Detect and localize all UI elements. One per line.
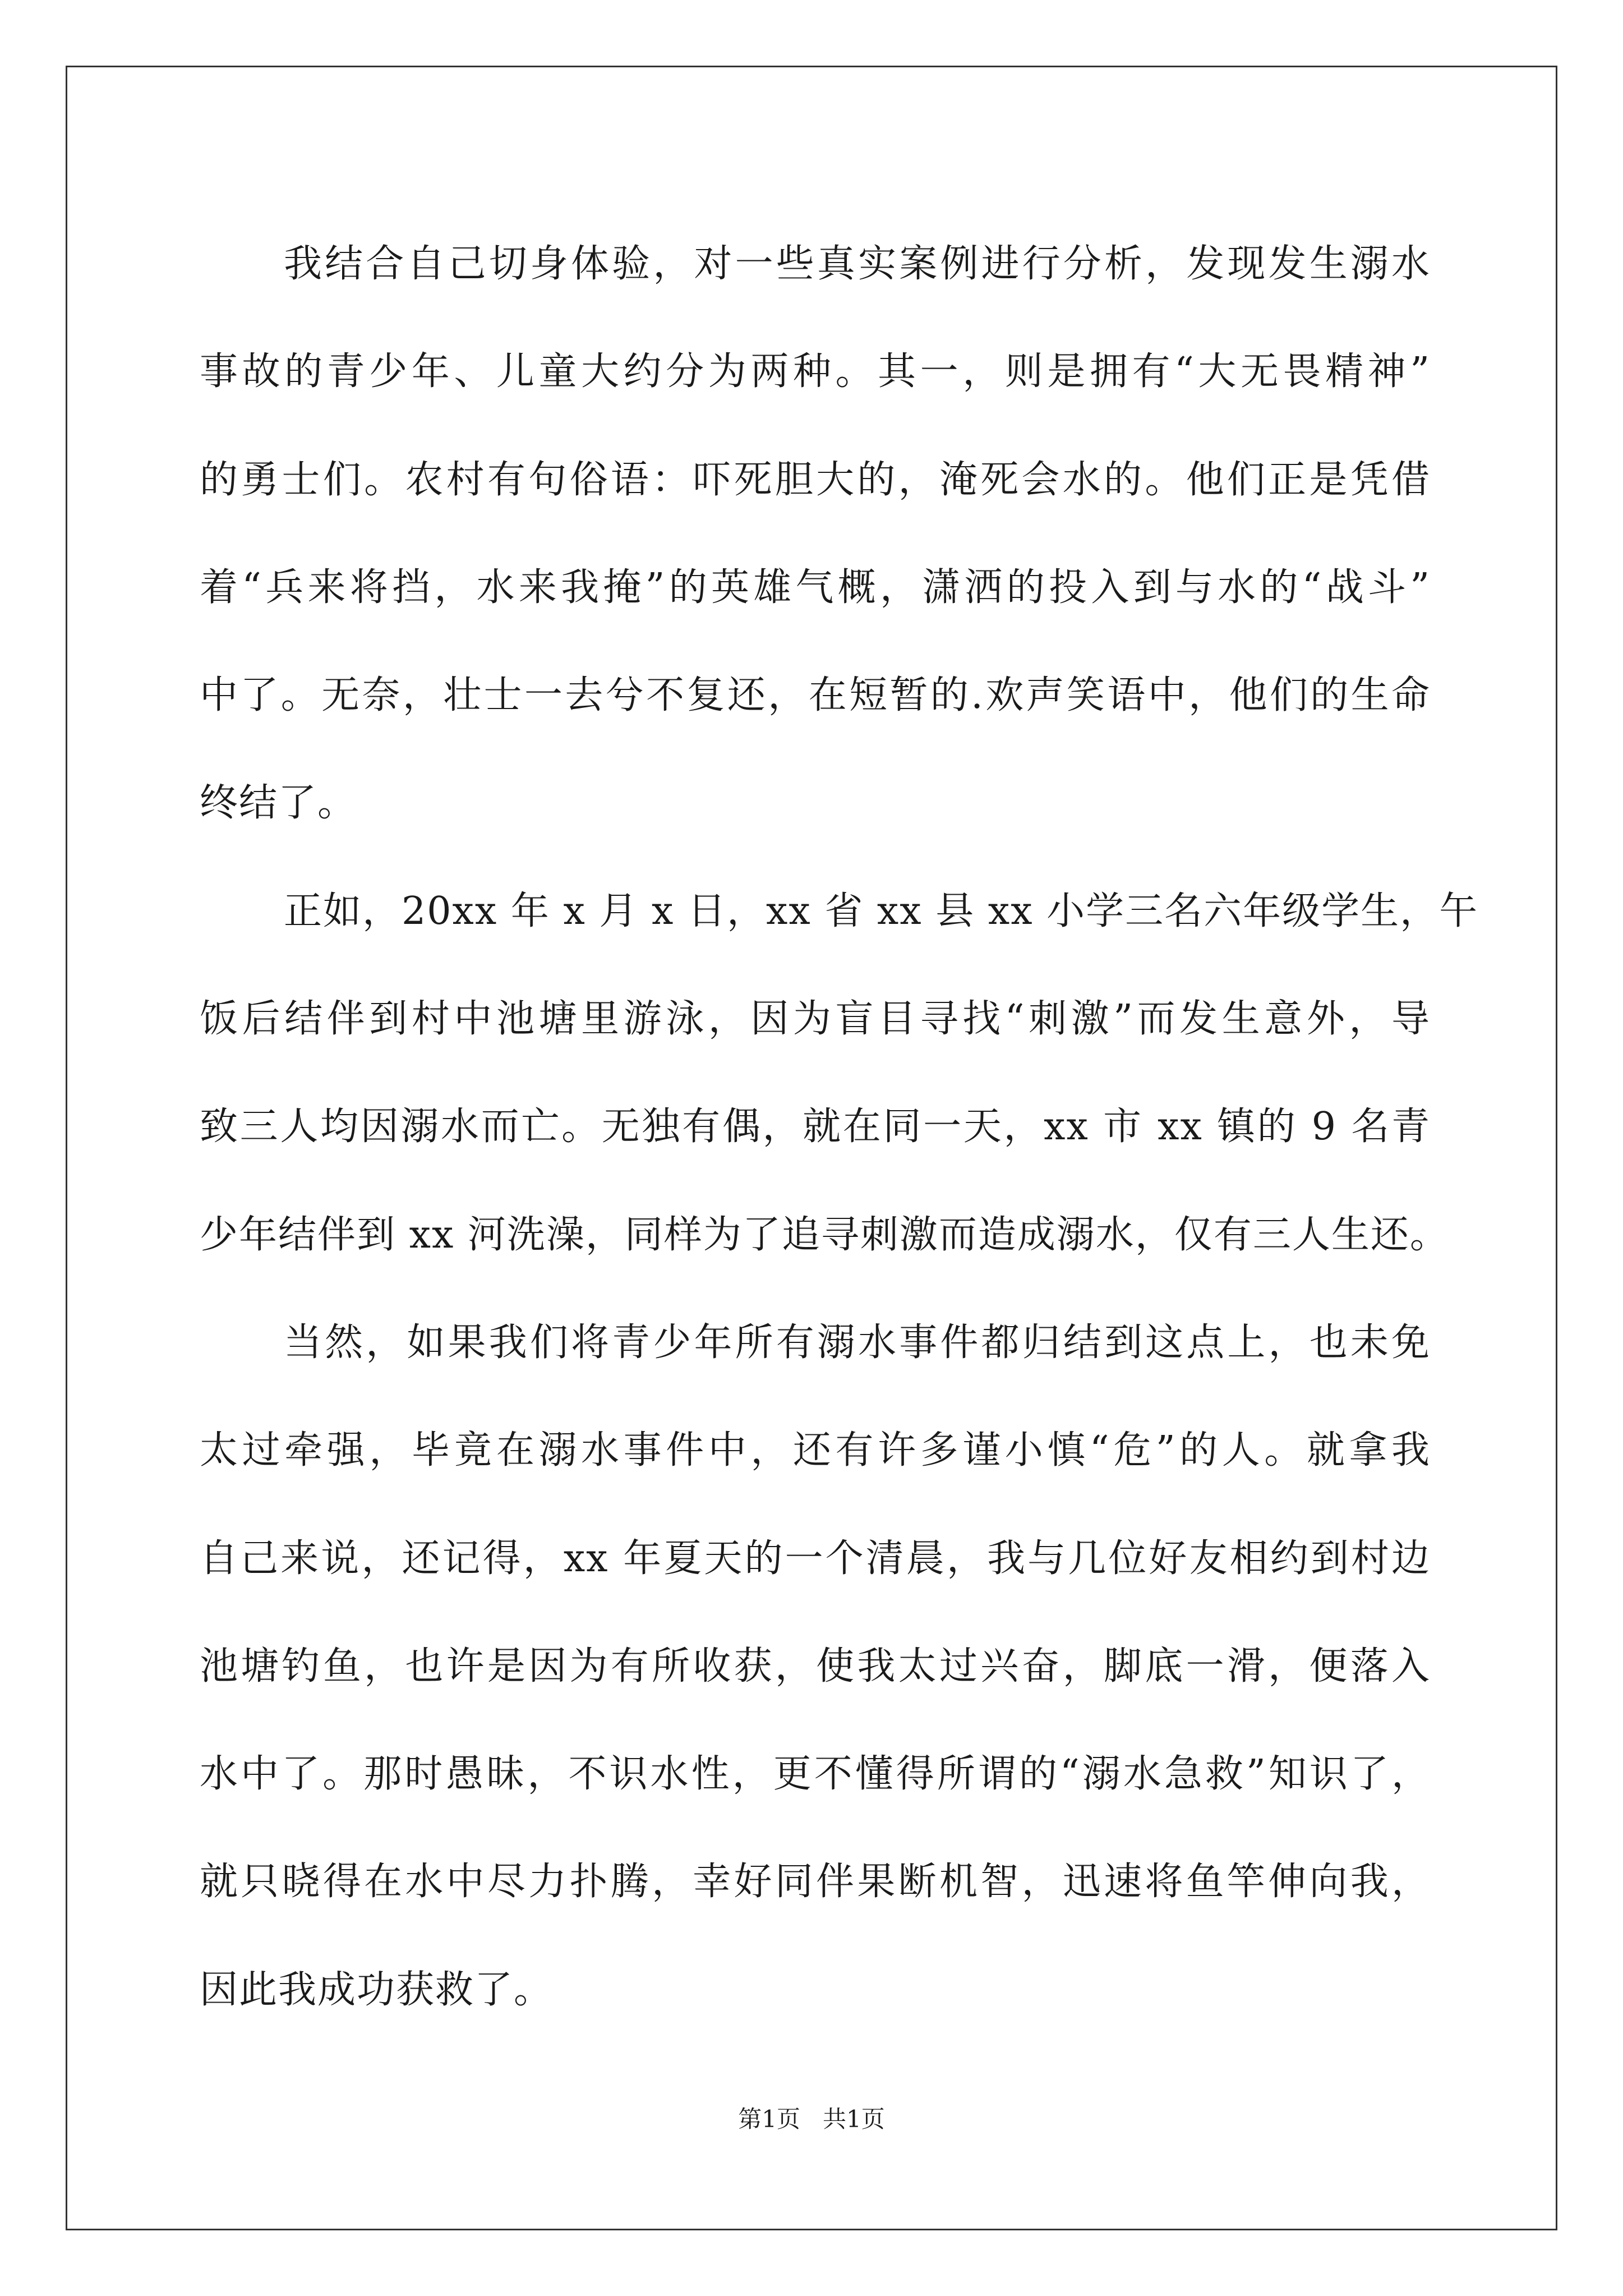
text-line: 致三人均因溺水而亡。无独有偶，就在同一天，xx 市 xx 镇的 9 名青 (200, 1105, 1431, 1149)
text-line: 自己来说，还记得，xx 年夏天的一个清晨，我与几位好友相约到村边 (200, 1536, 1431, 1581)
text-line: 当然，如果我们将青少年所有溺水事件都归结到这点上，也未免 (284, 1320, 1431, 1365)
text-line: 因此我成功获救了。 (200, 1967, 554, 2012)
text-line: 事故的青少年、儿童大约分为两种。其一，则是拥有“大无畏精神” (200, 349, 1431, 394)
text-line: 的勇士们。农村有句俗语：吓死胆大的，淹死会水的。他们正是凭借 (200, 457, 1431, 502)
paragraph-1 (200, 210, 1431, 858)
text-line: 终结了。 (200, 781, 357, 826)
text-line: 就只晓得在水中尽力扑腾，幸好同伴果断机智，迅速将鱼竿伸向我， (200, 1860, 1431, 1904)
text-line: 中了。无奈，壮士一去兮不复还，在短暂的.欢声笑语中，他们的生命 (200, 673, 1431, 718)
text-line: 我结合自己切身体验，对一些真实案例进行分析，发现发生溺水 (284, 242, 1431, 286)
document-body (200, 210, 1479, 2044)
text-line: 少年结伴到 xx 河洗澡，同样为了追寻刺激而造成溺水，仅有三人生还。 (200, 1212, 1449, 1257)
text-line: 正如，20xx 年 x 月 x 日，xx 省 xx 县 xx 小学三名六年级学生，午 (284, 889, 1479, 933)
text-line: 太过牵强，毕竟在溺水事件中，还有许多谨小慎“危”的人。就拿我 (200, 1428, 1431, 1473)
text-line: 饭后结伴到村中池塘里游泳，因为盲目寻找“刺激”而发生意外，导 (200, 997, 1431, 1042)
paragraph-2 (200, 858, 1479, 1289)
text-line: 池塘钓鱼，也许是因为有所收获，使我太过兴奋，脚底一滑，便落入 (200, 1644, 1431, 1688)
text-line: 水中了。那时愚昧，不识水性，更不懂得所谓的“溺水急救”知识了， (200, 1752, 1431, 1797)
text-line: 着“兵来将挡，水来我掩”的英雄气概，潇洒的投入到与水的“战斗” (200, 565, 1431, 610)
page-footer: 第1页 共1页 (738, 2105, 885, 2133)
paragraph-3 (200, 1289, 1431, 2044)
